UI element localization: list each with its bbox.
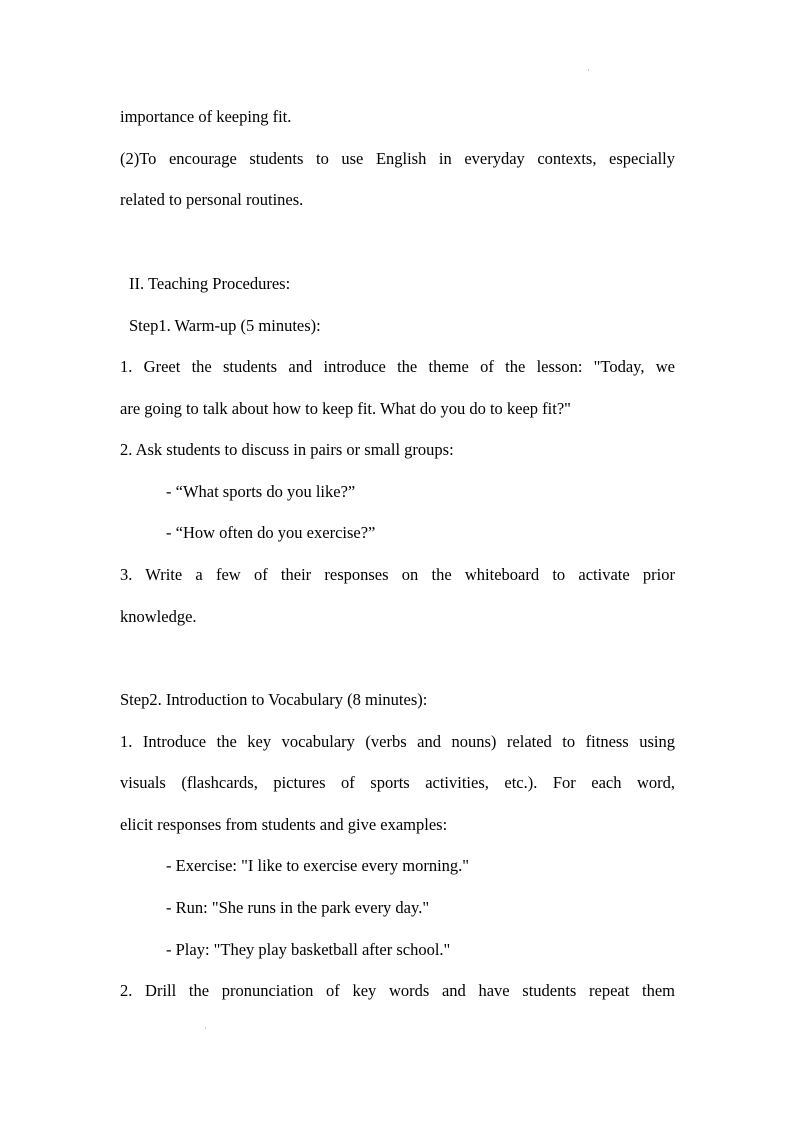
footer-mark	[205, 1027, 206, 1029]
header-mark	[588, 69, 589, 71]
text-line: 2. Ask students to discuss in pairs or small groups:	[120, 440, 454, 459]
text-line: (2)To encourage students to use English in everyday contexts, especially	[120, 149, 675, 168]
bullet-item: - “What sports do you like?”	[166, 482, 356, 501]
bullet-item: - Exercise: "I like to exercise every morning."	[166, 856, 470, 875]
text-line: 1. Greet the students and introduce the theme of the lesson: "Today, we	[120, 357, 675, 376]
text-line: importance of keeping fit.	[120, 107, 292, 126]
bullet-item: - Play: "They play basketball after school."	[166, 940, 451, 959]
bullet-item: - “How often do you exercise?”	[166, 523, 376, 542]
text-line: are going to talk about how to keep fit. What do you do to keep fit?"	[120, 399, 571, 418]
text-line: 3. Write a few of their responses on the whiteboard to activate prior	[120, 565, 675, 584]
text-line: related to personal routines.	[120, 190, 304, 209]
bullet-item: - Run: "She runs in the park every day."	[166, 898, 430, 917]
text-line: elicit responses from students and give examples:	[120, 815, 448, 834]
text-line: 1. Introduce the key vocabulary (verbs and nouns) related to fitness using	[120, 732, 675, 751]
step-heading: Step2. Introduction to Vocabulary (8 minutes):	[120, 690, 428, 709]
text-line: visuals (flashcards, pictures of sports activities, etc.). For each word,	[120, 773, 675, 792]
text-line: knowledge.	[120, 607, 197, 626]
text-line: 2. Drill the pronunciation of key words and have students repeat them	[120, 981, 675, 1000]
section-heading: II. Teaching Procedures:	[129, 274, 291, 293]
step-heading: Step1. Warm-up (5 minutes):	[129, 316, 321, 335]
